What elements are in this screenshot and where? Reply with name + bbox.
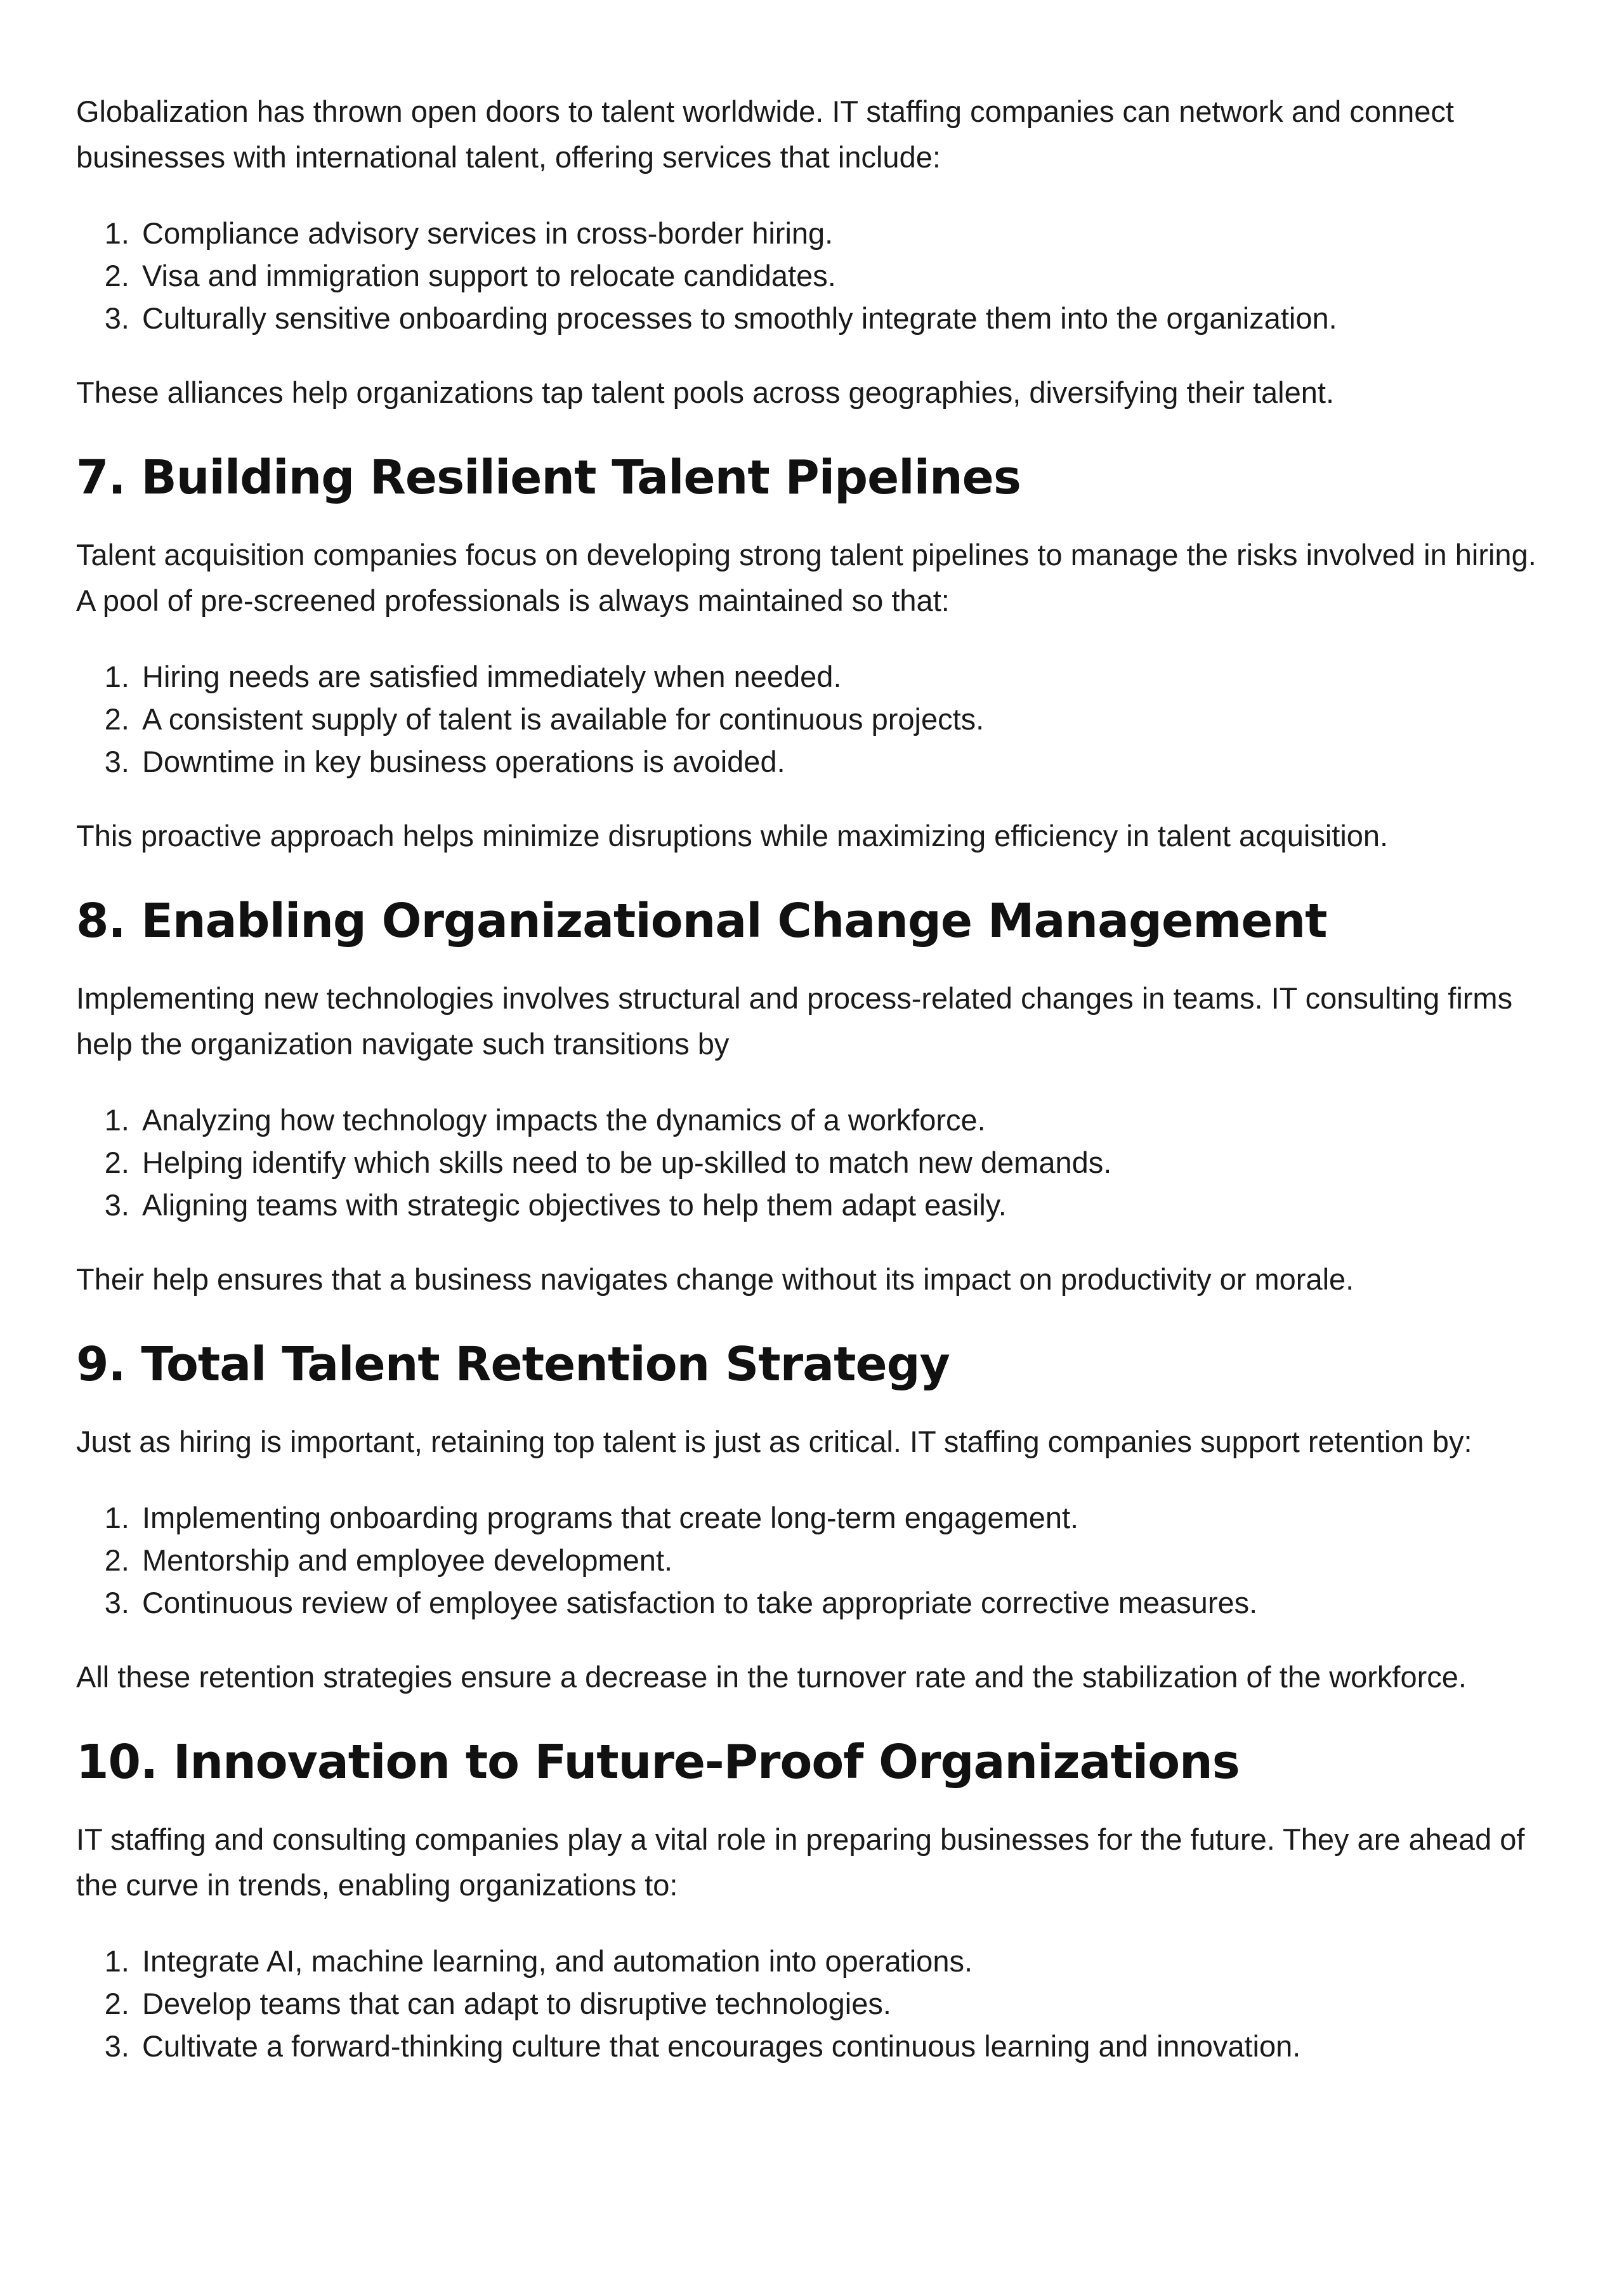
list-item-text: Implementing onboarding programs that create long-term engagement. [142, 1501, 1079, 1534]
section-list [76, 655, 1561, 783]
list-item-text: Integrate AI, machine learning, and automation into operations. [142, 1944, 973, 1978]
list-item-text: Analyzing how technology impacts the dynamics of a workforce. [142, 1103, 986, 1137]
section-paragraph: IT staffing and consulting companies play a vital role in preparing businesses for the future. They are ahead of the curve in trends, enabling organizations to: [76, 1822, 1525, 1902]
list-item-number: 1. [104, 1944, 129, 1978]
section-list [76, 1940, 1561, 2067]
document-page [76, 89, 1561, 2098]
section-list [76, 1099, 1561, 1226]
section-paragraph: Talent acquisition companies focus on developing strong talent pipelines to manage the risks involved in hiring. A pool of pre-screened professionals is always maintained so that: [76, 538, 1536, 617]
list-item [76, 698, 1561, 740]
list-item-text: Culturally sensitive onboarding processes to smoothly integrate them into the organization. [142, 301, 1337, 335]
list-item-text: Compliance advisory services in cross-border hiring. [142, 216, 834, 250]
section-paragraph: Just as hiring is important, retaining top talent is just as critical. IT staffing companies support retention by: [76, 1425, 1472, 1458]
list-item [76, 297, 1561, 339]
list-item [76, 655, 1561, 698]
list-item-number: 3. [104, 2029, 129, 2063]
list-item [76, 1496, 1561, 1539]
list-item-text: Develop teams that can adapt to disruptive technologies. [142, 1987, 891, 2020]
list-item-number: 2. [104, 259, 129, 292]
list-item-number: 3. [104, 1586, 129, 1619]
intro-closing: These alliances help organizations tap talent pools across geographies, diversifying their talent. [76, 376, 1334, 409]
section-heading: 8. Enabling Organizational Change Management [76, 894, 1327, 948]
section-total-talent-retention-strategy [76, 1334, 1561, 1700]
list-item [76, 1581, 1561, 1624]
section-paragraph: Implementing new technologies involves structural and process-related changes in teams. IT consulting firms help the organization navigate such transitions by [76, 981, 1513, 1061]
section-innovation-to-future-proof-organizations [76, 1732, 1561, 2067]
intro-list [76, 212, 1561, 339]
section-heading: 10. Innovation to Future-Proof Organizations [76, 1735, 1240, 1789]
list-item [76, 1184, 1561, 1226]
list-item-number: 3. [104, 301, 129, 335]
section-building-resilient-talent-pipelines [76, 447, 1561, 859]
section-closing: Their help ensures that a business navigates change without its impact on productivity or morale. [76, 1262, 1354, 1296]
list-item-text: Continuous review of employee satisfaction to take appropriate corrective measures. [142, 1586, 1258, 1619]
list-item-number: 2. [104, 702, 129, 736]
section-closing: All these retention strategies ensure a decrease in the turnover rate and the stabilization of the workforce. [76, 1660, 1467, 1694]
list-item-text: Visa and immigration support to relocate candidates. [142, 259, 836, 292]
list-item [76, 2025, 1561, 2067]
list-item-text: A consistent supply of talent is available for continuous projects. [142, 702, 985, 736]
intro-section [76, 89, 1561, 415]
list-item [76, 1940, 1561, 1982]
list-item [76, 740, 1561, 783]
list-item-number: 1. [104, 1103, 129, 1137]
section-closing: This proactive approach helps minimize disruptions while maximizing efficiency in talent acquisition. [76, 819, 1389, 853]
list-item-text: Downtime in key business operations is avoided. [142, 745, 785, 778]
list-item-number: 1. [104, 660, 129, 693]
list-item-text: Aligning teams with strategic objectives to help them adapt easily. [142, 1188, 1007, 1222]
list-item-number: 2. [104, 1987, 129, 2020]
list-item-text: Cultivate a forward-thinking culture that encourages continuous learning and innovation. [142, 2029, 1301, 2063]
list-item-text: Mentorship and employee development. [142, 1543, 673, 1577]
list-item [76, 1141, 1561, 1184]
list-item [76, 1099, 1561, 1141]
section-heading: 9. Total Talent Retention Strategy [76, 1337, 950, 1392]
section-heading: 7. Building Resilient Talent Pipelines [76, 450, 1021, 505]
section-list [76, 1496, 1561, 1624]
list-item-number: 3. [104, 745, 129, 778]
intro-paragraph: Globalization has thrown open doors to talent worldwide. IT staffing companies can network and connect businesses with international talent, offering services that include: [76, 95, 1454, 174]
list-item-number: 1. [104, 1501, 129, 1534]
list-item [76, 254, 1561, 297]
list-item [76, 212, 1561, 254]
list-item-text: Hiring needs are satisfied immediately when needed. [142, 660, 842, 693]
list-item [76, 1539, 1561, 1581]
section-enabling-organizational-change-management [76, 891, 1561, 1302]
list-item-text: Helping identify which skills need to be up-skilled to match new demands. [142, 1146, 1112, 1179]
list-item-number: 1. [104, 216, 129, 250]
list-item-number: 2. [104, 1146, 129, 1179]
list-item [76, 1982, 1561, 2025]
list-item-number: 2. [104, 1543, 129, 1577]
list-item-number: 3. [104, 1188, 129, 1222]
